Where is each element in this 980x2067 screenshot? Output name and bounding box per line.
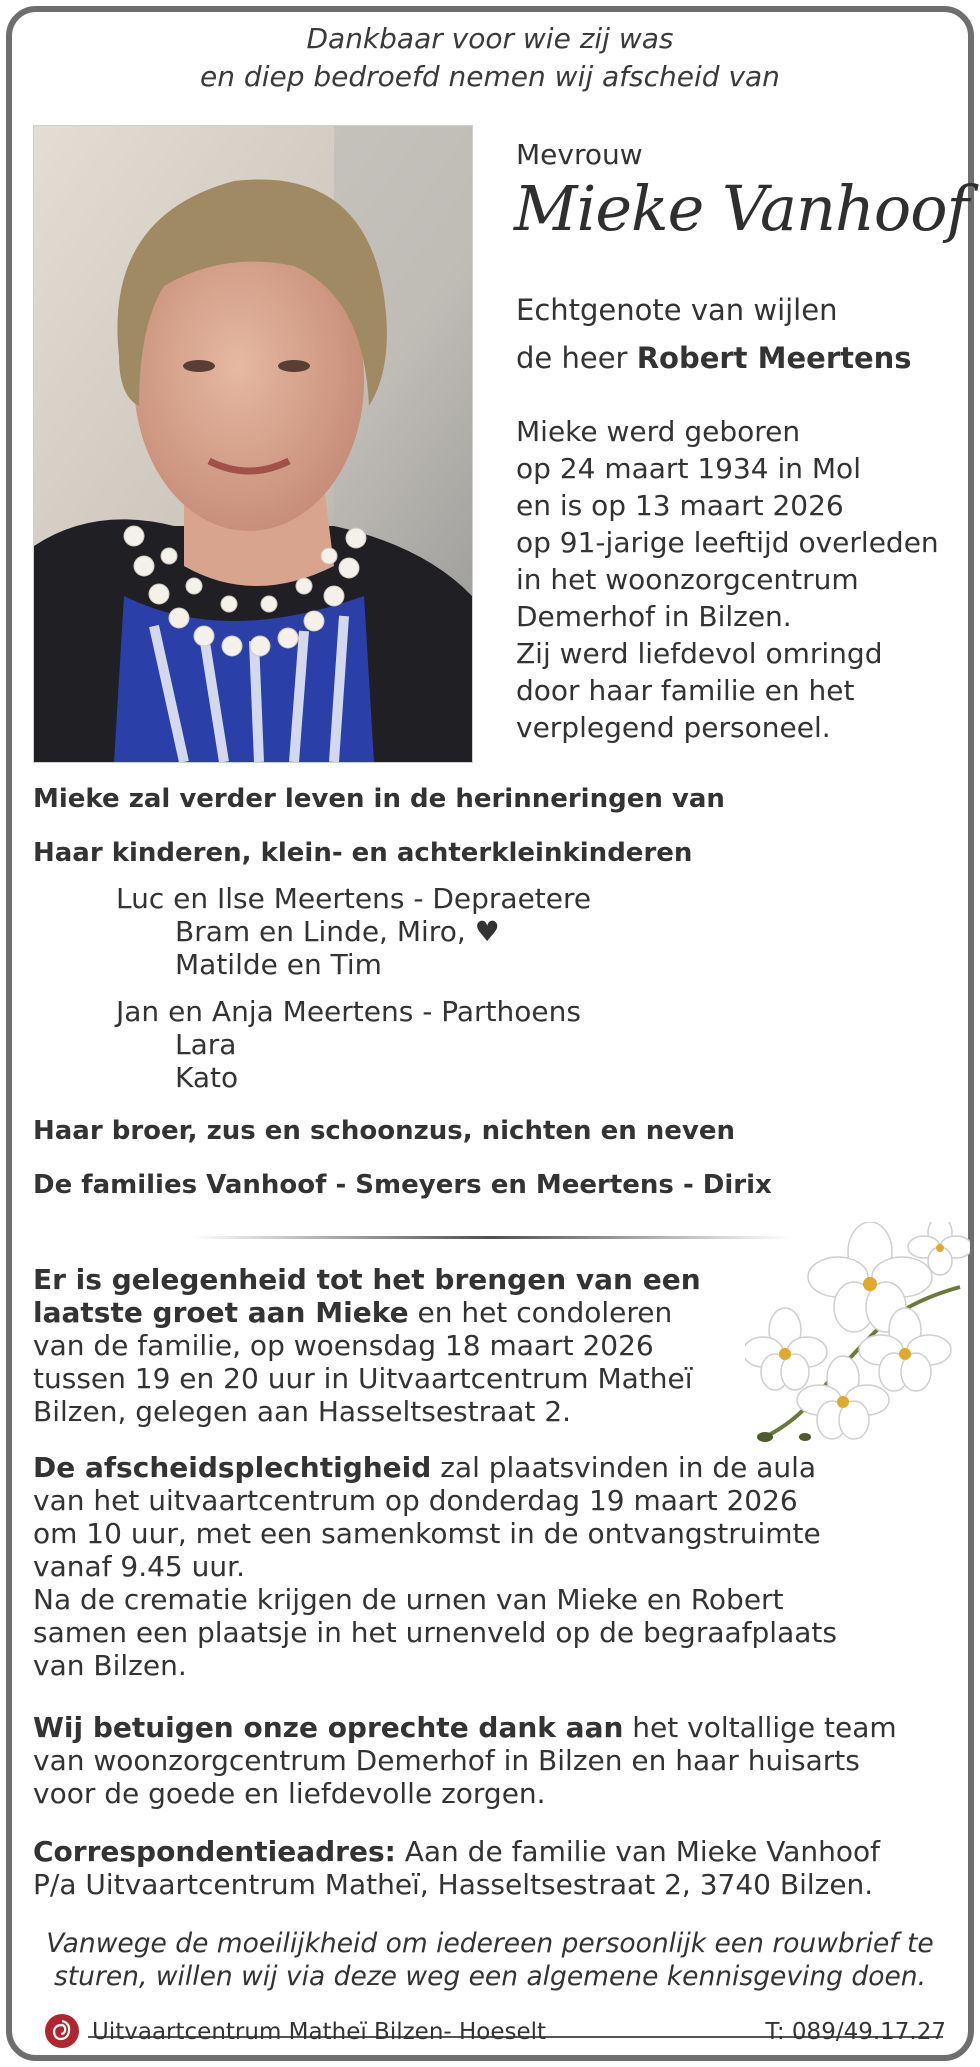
orchid-icon (745, 1222, 970, 1452)
bio-line: op 91-jarige leeftijd overleden (516, 526, 939, 559)
divider-line (190, 1236, 790, 1239)
spouse-prefix: de heer (516, 341, 637, 375)
ceremony-line (33, 1451, 816, 1485)
footer-phone: T: 089/49.17.27 (765, 2019, 946, 2045)
bio-line: in het woonzorgcentrum (516, 563, 859, 596)
portrait-photo (33, 125, 473, 763)
deceased-name: Mieke Vanhoof (514, 172, 969, 245)
thanks-bold: Wij betuigen onze oprechte dank aan (33, 1711, 624, 1744)
ceremony-line: van het uitvaartcentrum op donderdag 19 maart 2026 (33, 1484, 798, 1517)
families-heading: De families Vanhoof - Smeyers en Meertens - Dirix (33, 1170, 772, 1200)
intro-line-1: Dankbaar voor wie zij was (306, 22, 674, 55)
bio-line: en is op 13 maart 2026 (516, 489, 844, 522)
correspondence-line (33, 1835, 880, 1869)
spouse-line-2 (516, 340, 912, 377)
bio-line: Mieke werd geboren (516, 415, 801, 448)
visitation-bold-1: Er is gelegenheid tot het brengen van een (33, 1263, 701, 1296)
spouse-name: Robert Meertens (636, 341, 912, 375)
bio-line: door haar familie en het (516, 674, 855, 707)
orchid-image (745, 1222, 970, 1452)
ceremony-line: om 10 uur, met een samenkomst in de ontvangstruimte (33, 1517, 821, 1550)
thanks-line: voor de goede en liefdevolle zorgen. (33, 1777, 546, 1810)
siblings-heading: Haar broer, zus en schoonzus, nichten en neven (33, 1116, 736, 1146)
memory-heading: Mieke zal verder leven in de herinneringen van (33, 784, 725, 814)
bio-line: Demerhof in Bilzen. (516, 600, 792, 633)
family-grandchild: Bram en Linde, Miro, ♥ (175, 915, 500, 948)
visitation-rest-2: en het condoleren (408, 1296, 673, 1329)
ceremony-line: Na de crematie krijgen de urnen van Mieke en Robert (33, 1583, 784, 1616)
notice-line-1: Vanwege de moeilijkheid om iedereen persoonlijk een rouwbrief te (46, 1928, 934, 1959)
ceremony-rest-1: zal plaatsvinden in de aula (431, 1451, 817, 1484)
correspondence-bold: Correspondentieadres: (33, 1835, 396, 1868)
family-grandchild: Kato (175, 1061, 239, 1094)
ceremony-line: vanaf 9.45 uur. (33, 1550, 245, 1583)
portrait-illustration (34, 126, 472, 762)
visitation-line: Bilzen, gelegen aan Hasseltsestraat 2. (33, 1395, 572, 1428)
bio-line: op 24 maart 1934 in Mol (516, 452, 861, 485)
visitation-line: tussen 19 en 20 uur in Uitvaartcentrum Matheï (33, 1362, 693, 1395)
visitation-line (33, 1296, 672, 1330)
family-child-2: Jan en Anja Meertens - Parthoens (116, 995, 581, 1028)
notice-line-2: sturen, willen wij via deze weg een algemene kennisgeving doen. (53, 1961, 926, 1992)
thanks-rest-1: het voltallige team (623, 1711, 897, 1744)
ceremony-bold: De afscheidsplechtigheid (33, 1451, 432, 1484)
thanks-line: van woonzorgcentrum Demerhof in Bilzen en haar huisarts (33, 1744, 860, 1777)
bio-line: Zij werd liefdevol omringd (516, 637, 883, 670)
visitation-bold-2: laatste groet aan Mieke (33, 1296, 409, 1329)
footer-company: Uitvaartcentrum Matheï Bilzen- Hoeselt (92, 2019, 547, 2045)
children-heading: Haar kinderen, klein- en achterkleinkinderen (33, 838, 693, 868)
correspondence-line: P/a Uitvaartcentrum Matheï, Hasseltsestraat 2, 3740 Bilzen. (33, 1868, 874, 1901)
visitation-line (33, 1263, 701, 1297)
bio-line: verplegend personeel. (516, 711, 831, 744)
ceremony-line: samen een plaatsje in het urnenveld op de begraafplaats (33, 1616, 837, 1649)
thanks-line (33, 1711, 897, 1745)
ceremony-line: van Bilzen. (33, 1649, 187, 1682)
family-grandchild: Matilde en Tim (175, 948, 382, 981)
honorific: Mevrouw (516, 138, 643, 171)
visitation-line: van de familie, op woensdag 18 maart 2026 (33, 1329, 654, 1362)
funeral-logo (44, 2013, 80, 2049)
intro-line-2: en diep bedroefd nemen wij afscheid van (200, 60, 780, 93)
spouse-line-1: Echtgenote van wijlen (516, 293, 838, 327)
family-grandchild: Lara (175, 1028, 237, 1061)
rose-logo-icon (44, 2013, 80, 2049)
family-child-1: Luc en Ilse Meertens - Depraetere (116, 882, 592, 915)
correspondence-rest-1: Aan de familie van Mieke Vanhoof (395, 1835, 880, 1868)
